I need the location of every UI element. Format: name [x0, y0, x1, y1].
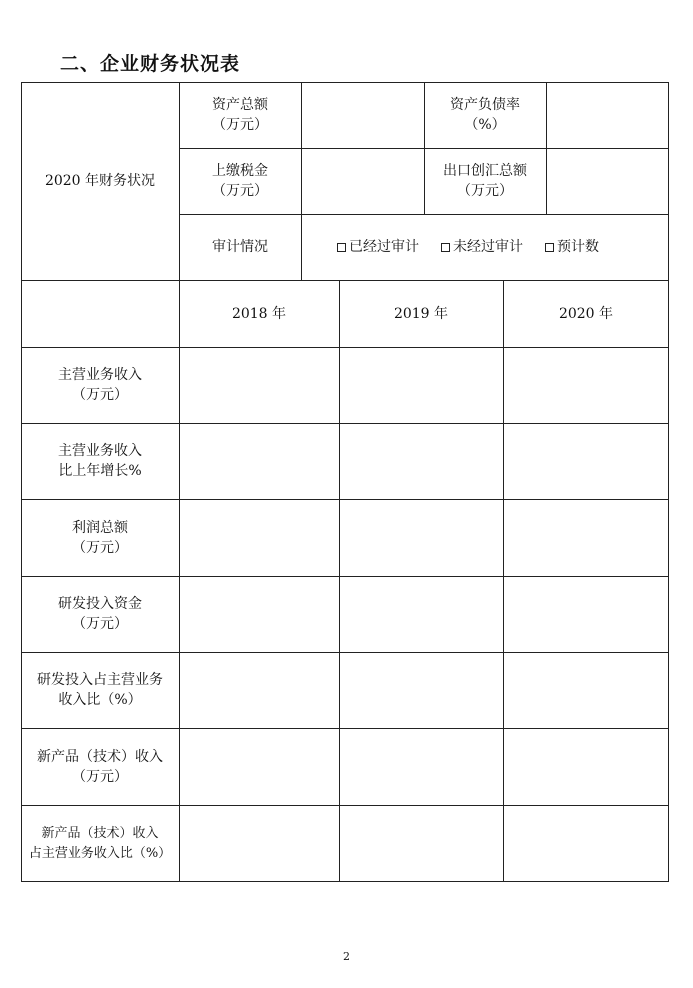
row-label-line1: 研发投入资金 — [58, 596, 142, 612]
total-assets-label — [179, 82, 301, 148]
debt-ratio-label — [424, 82, 546, 148]
row-label-line2: （万元） — [72, 768, 128, 785]
row-label-main-revenue — [21, 347, 179, 423]
row-label-line1: 利润总额 — [72, 519, 128, 536]
audit-options — [301, 214, 669, 280]
row-label-new-product-revenue — [21, 728, 179, 805]
row-label-rd-investment — [21, 576, 179, 652]
year-header-2018: 2018 年 — [231, 305, 287, 322]
tax-paid-label — [179, 148, 301, 214]
debt-ratio-label-line2: （%） — [464, 117, 506, 133]
total-assets-value[interactable] — [301, 82, 424, 148]
page-number: 2 — [343, 950, 350, 963]
debt-ratio-value[interactable] — [546, 82, 669, 148]
total-assets-label-line2: （万元） — [212, 117, 268, 133]
tax-paid-label-line2: （万元） — [212, 183, 268, 199]
tax-paid-label-line1: 上缴税金 — [212, 163, 268, 179]
debt-ratio-label-line1: 资产负债率 — [450, 97, 520, 113]
row-label-line1: 研发投入占主营业务 — [37, 672, 163, 688]
row-label-line2: 比上年增长% — [58, 463, 142, 479]
row-label-line2: 收入比（%） — [58, 692, 142, 708]
audit-option-estimated-label: 预计数 — [557, 239, 599, 255]
row-label-line2: （万元） — [72, 387, 128, 403]
audit-option-not-audited-label: 未经过审计 — [453, 239, 523, 255]
total-assets-label-line1: 资产总额 — [212, 97, 268, 113]
export-earnings-label-line1: 出口创汇总额 — [443, 163, 527, 179]
audit-option-estimated[interactable] — [545, 237, 599, 257]
export-earnings-value[interactable] — [546, 148, 669, 214]
section-title: 二、企业财务状况表 — [60, 53, 241, 75]
year-header-2020: 2020 年 — [558, 305, 614, 322]
audit-option-audited[interactable] — [337, 237, 419, 257]
tax-paid-value[interactable] — [301, 148, 424, 214]
audit-status-label: 审计情况 — [212, 239, 268, 255]
row-label-line2: 占主营业务收入比（%） — [28, 845, 172, 861]
row-label-line1: 新产品（技术）收入 — [37, 748, 163, 765]
checkbox-icon[interactable] — [545, 243, 554, 252]
year-header-2019: 2019 年 — [393, 305, 449, 322]
audit-option-not-audited[interactable] — [441, 237, 523, 257]
row-label-line2: （万元） — [72, 539, 128, 556]
export-earnings-label-line2: （万元） — [457, 183, 513, 199]
checkbox-icon[interactable] — [441, 243, 450, 252]
row-label-rd-ratio — [21, 652, 179, 728]
checkbox-icon[interactable] — [337, 243, 346, 252]
audit-option-audited-label: 已经过审计 — [349, 239, 419, 255]
row-label-line1: 主营业务收入 — [58, 367, 142, 383]
row-label-total-profit — [21, 499, 179, 576]
financial-status-2020-label: 2020 年财务状况 — [44, 173, 156, 189]
row-label-line1: 新产品（技术）收入 — [41, 825, 159, 841]
row-label-line1: 主营业务收入 — [58, 443, 142, 459]
row-label-line2: （万元） — [72, 616, 128, 632]
row-label-revenue-growth — [21, 423, 179, 499]
export-earnings-label — [424, 148, 546, 214]
row-label-new-product-ratio — [21, 805, 179, 882]
year-header-blank — [21, 280, 179, 347]
